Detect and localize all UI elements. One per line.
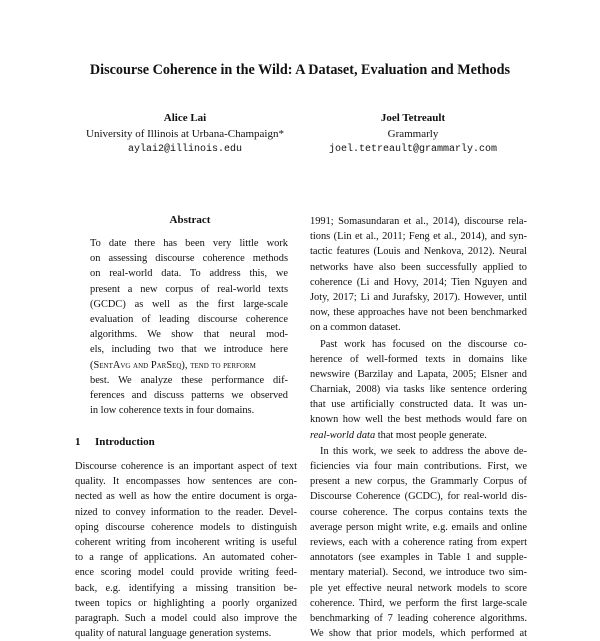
author-email: joel.tetreault@grammarly.com	[328, 144, 498, 155]
body-line: coherence. Third, we perform the first large-scale	[310, 597, 527, 609]
abstract-line: (SentAvg and ParSeq), tend to perform	[90, 359, 256, 371]
abstract-line: evaluation of leading discourse coherence	[90, 313, 288, 325]
emphasis-text: real-world data	[310, 429, 376, 441]
intro-line: paragraph. Such a model could also improve the	[75, 612, 297, 624]
body-line: We show that prior models, which performed at	[310, 628, 527, 640]
body-line: course coherence. The corpus contains texts the	[310, 506, 527, 518]
intro-line: oping discourse coherence models to distinguish	[75, 521, 297, 533]
abstract-body	[90, 236, 288, 418]
body-line: average person might write, e.g. emails and online	[310, 521, 527, 533]
paper-title: Discourse Coherence in the Wild: A Dataset, Evaluation and Methods	[89, 62, 511, 78]
author-affiliation: Grammarly	[387, 128, 439, 140]
body-line: Discourse Coherence (GCDC), for real-world dis-	[310, 491, 527, 503]
body-line: herence of well-formed texts in domains like	[310, 353, 527, 365]
body-line	[310, 428, 527, 443]
body-line: Past work has focused on the discourse co-	[320, 338, 527, 350]
intro-line: quality of natural language generation systems.	[75, 628, 272, 640]
author-block	[303, 110, 523, 158]
author-name: Joel Tetreault	[380, 112, 446, 124]
section-number: 1	[75, 436, 81, 448]
intro-line: tween topics or highlighting a poorly organized	[75, 597, 297, 609]
intro-line: back, e.g. identifying a missing transition be-	[75, 582, 297, 594]
intro-body	[75, 459, 297, 641]
body-text: that most people generate.	[375, 429, 487, 441]
author-email: aylai2@illinois.edu	[127, 144, 243, 155]
section-title: Introduction	[95, 436, 155, 448]
abstract-line: (GCDC) as well as the first large-scale	[90, 298, 288, 310]
abstract-line: els, including two that we introduce here	[90, 344, 288, 356]
body-line: newswire (Barzilay and Lapata, 2005; Elsner and	[310, 368, 527, 380]
body-line: reviews, each with a coherence rating from expert	[310, 536, 527, 548]
body-line: Joty, 2017; Li and Jurafsky, 2017). However, until	[310, 291, 527, 303]
abstract-line: ferences and discuss patterns we observed	[90, 389, 288, 401]
abstract-line: on real-world data. To address this, we	[90, 268, 288, 280]
intro-line: quality. It encompasses how sentences are con-	[75, 476, 297, 488]
intro-line: Discourse coherence is an important aspect of text	[75, 461, 297, 472]
body-line: In this work, we seek to address the above de-	[320, 445, 527, 457]
body-line: that use artificially constructed data. It was un-	[310, 399, 527, 411]
section-heading	[75, 436, 155, 448]
body-line: on a common dataset.	[310, 322, 401, 334]
author-affiliation: University of Illinois at Urbana-Champaign*	[86, 128, 284, 140]
body-line: known how well the best methods would fare on	[310, 414, 527, 426]
intro-line: coherent writing from incoherent writing is useful	[75, 536, 297, 548]
body-line: networks have also been successfully applied to	[310, 261, 527, 273]
body-line: Charniak, 2008) via tasks like sentence ordering	[310, 384, 527, 396]
body-line: now, these approaches have not been benchmarked	[310, 307, 527, 319]
intro-line: nected as well as how the entire document is orga-	[75, 491, 297, 503]
abstract-line: best. We analyze these performance dif-	[90, 374, 288, 386]
body-line: annotators (see examples in Table 1 and supple-	[310, 552, 527, 564]
right-column	[310, 214, 527, 641]
abstract-line: present a new corpus of real-world texts	[90, 283, 288, 295]
author-name: Alice Lai	[163, 112, 207, 124]
abstract-line: on assessing discourse coherence methods	[90, 253, 288, 265]
intro-line: ence scoring model could provide writing feed-	[75, 567, 297, 579]
intro-line: nized to convey information to the reader. Devel-	[75, 506, 297, 518]
body-line: ficiencies via four main contributions. First, we	[310, 461, 527, 472]
body-line: present a new corpus, the Grammarly Corpus of	[310, 476, 527, 488]
abstract-line: in low coherence texts in four domains.	[90, 405, 255, 417]
author-block	[75, 110, 295, 158]
body-line: coherence (Li and Hovy, 2014; Tien Nguyen and	[310, 276, 527, 288]
body-line: tactic features (Louis and Nenkova, 2012). Neural	[310, 246, 527, 258]
body-line: 1991; Somasundaran et al., 2014), discourse rela-	[310, 216, 527, 227]
body-line: benchmarking of 7 leading coherence algorithms.	[310, 612, 527, 624]
abstract-line: algorithms. We show that neural mod-	[90, 329, 288, 341]
abstract-line: To date there has been very little work	[90, 238, 288, 249]
abstract-heading: Abstract	[169, 214, 211, 226]
body-line: tions (Lin et al., 2011; Feng et al., 2014), and syn-	[310, 231, 527, 243]
body-line: mentary material). Second, we introduce two sim-	[310, 567, 527, 579]
intro-line: to a range of applications. An automated coher-	[75, 552, 297, 564]
body-line: ple yet effective neural network models to score	[310, 582, 527, 594]
